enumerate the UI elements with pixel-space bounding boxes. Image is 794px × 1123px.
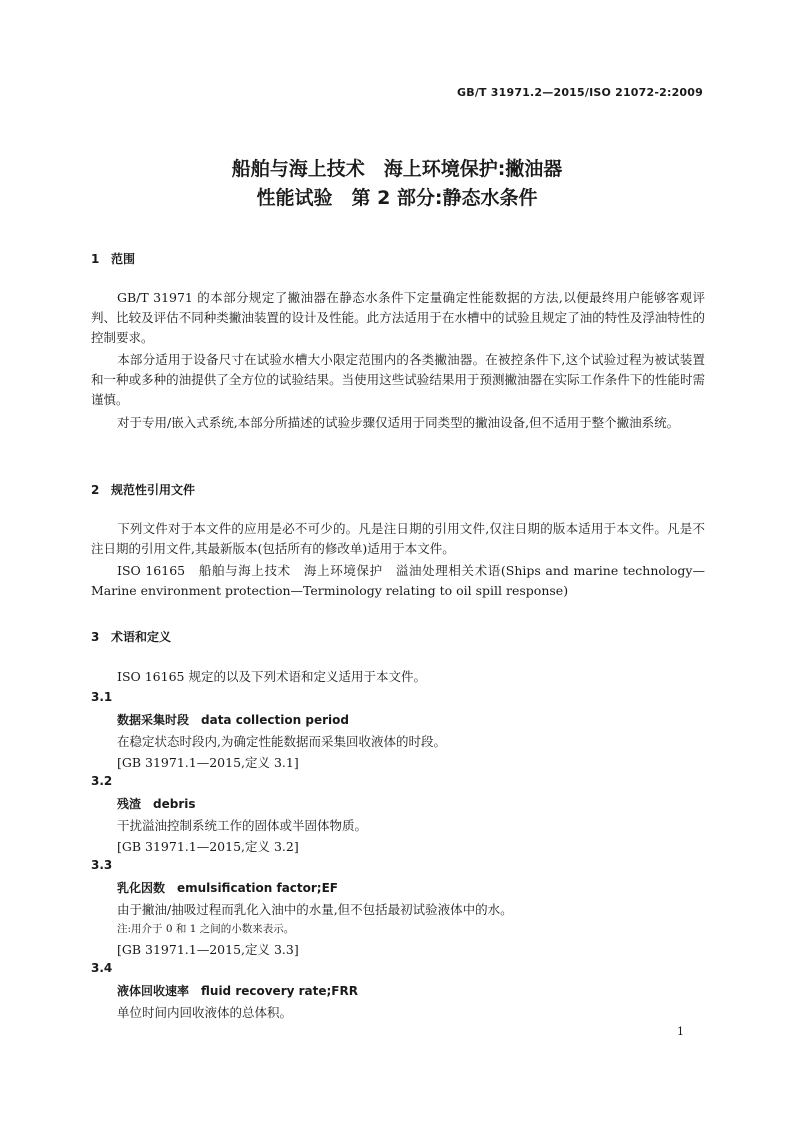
document-title-line1: 船舶与海上技术 海上环境保护:撇油器 [231,158,563,180]
page-number: 1 [677,1025,684,1038]
scope-paragraph-1: GB/T 31971 的本部分规定了撇油器在静态水条件下定量确定性能数据的方法,以便最终用户能够客观评判、比较及评估不同种类撇油装置的设计及性能。此方法适用于在水槽中的试验且规定了油的特性及浮油特性的控制要求。 [91,290,705,345]
references-paragraph: 下列文件对于本文件的应用是必不可少的。凡是注日期的引用文件,仅注日期的版本适用于本文件。凡是不注日期的引用文件,其最新版本(包括所有的修改单)适用于本文件。 [91,521,705,556]
term-title: 乳化因数 emulsification factor;EF [117,881,338,895]
term-title: 数据采集时段 data collection period [117,713,349,727]
term-note: 注:用介于 0 和 1 之间的小数来表示。 [117,923,295,935]
term-number: 3.4 [91,961,113,975]
term-definition: 单位时间内回收液体的总体积。 [117,1005,293,1020]
term-definition: 由于撇油/抽吸过程而乳化入油中的水量,但不包括最初试验液体中的水。 [117,902,513,917]
section-number: 3 [91,630,100,644]
section-number: 2 [91,483,100,497]
term-title: 残渣 debris [117,797,196,811]
term-title: 液体回收速率 fluid recovery rate;FRR [117,984,358,998]
section-title: 术语和定义 [111,630,172,644]
terms-intro: ISO 16165 规定的以及下列术语和定义适用于本文件。 [117,669,426,684]
term-number: 3.3 [91,858,113,872]
standard-number: GB/T 31971.2—2015/ISO 21072-2:2009 [457,86,703,99]
term-source: [GB 31971.1—2015,定义 3.1] [117,755,299,770]
term-number: 3.2 [91,774,113,788]
term-source: [GB 31971.1—2015,定义 3.2] [117,839,299,854]
section-heading-terms [91,628,171,645]
section-title: 范围 [111,252,136,266]
section-heading-scope [91,250,135,267]
term-source: [GB 31971.1—2015,定义 3.3] [117,942,299,957]
scope-paragraph-2: 本部分适用于设备尺寸在试验水槽大小限定范围内的各类撇油器。在被控条件下,这个试验过程为被试装置和一种或多种的油提供了全方位的试验结果。当使用这些试验结果用于预测撇油器在实际工作条件下的性能时需谨慎。 [91,352,705,407]
scope-paragraph-3: 对于专用/嵌入式系统,本部分所描述的试验步骤仅适用于同类型的撇油设备,但不适用于整个撇油系统。 [117,415,680,430]
section-number: 1 [91,252,100,266]
section-title: 规范性引用文件 [111,483,196,497]
term-definition: 干扰溢油控制系统工作的固体或半固体物质。 [117,818,368,833]
term-definition: 在稳定状态时段内,为确定性能数据而采集回收液体的时段。 [117,734,446,749]
term-number: 3.1 [91,690,113,704]
section-heading-normative-references [91,481,195,498]
document-title-line2: 性能试验 第 2 部分:静态水条件 [256,187,538,209]
reference-iso16165: ISO 16165 船舶与海上技术 海上环境保护 溢油处理相关术语(Ships and marine technology—Marine environment protection—Terminology relating to oil spill response) [91,563,705,598]
